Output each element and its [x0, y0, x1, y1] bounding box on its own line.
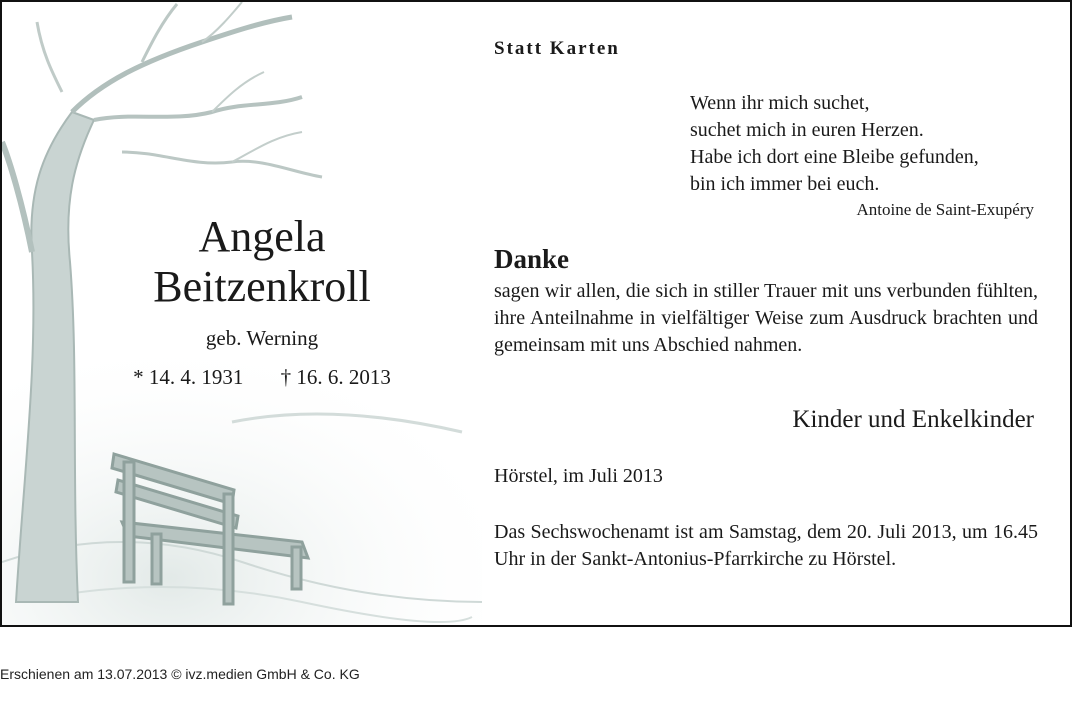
thanks-title: Danke [494, 244, 570, 274]
deceased-first-name: Angela [198, 212, 326, 261]
mass-announcement: Das Sechswochenamt ist am Samstag, dem 20. Juli 2013, um 16.45 Uhr in der Sankt-Antonius-Pfarrkirche zu Hörstel. [494, 521, 1038, 570]
family-signature: Kinder und Enkelkinder [792, 406, 1034, 433]
poem [690, 90, 979, 198]
life-dates [82, 365, 442, 390]
poem-line: bin ich immer bei euch. [690, 173, 880, 195]
poem-author: Antoine de Saint-Exupéry [856, 200, 1034, 219]
poem-line: Wenn ihr mich suchet, [690, 92, 870, 114]
poem-line: Habe ich dort eine Bleibe gefunden, [690, 146, 979, 168]
deceased-info [82, 212, 442, 390]
death-date: † 16. 6. 2013 [280, 365, 391, 389]
deceased-last-name: Beitzenkroll [153, 262, 371, 311]
publication-footer: Erschienen am 13.07.2013 © ivz.medien GmbH & Co. KG [0, 666, 360, 682]
place-date: Hörstel, im Juli 2013 [494, 465, 663, 487]
notice-heading: Statt Karten [494, 38, 620, 59]
birth-date: * 14. 4. 1931 [133, 365, 244, 389]
poem-line: suchet mich in euren Herzen. [690, 119, 924, 141]
birth-name: geb. Werning [205, 326, 319, 350]
thanks-text: sagen wir allen, die sich in stiller Trauer mit uns verbunden fühlten, ihre Anteilnahme in vielfältiger Weise zum Ausdruck brachten und gemeinsam mit uns Abschied nahmen. [494, 280, 1038, 356]
